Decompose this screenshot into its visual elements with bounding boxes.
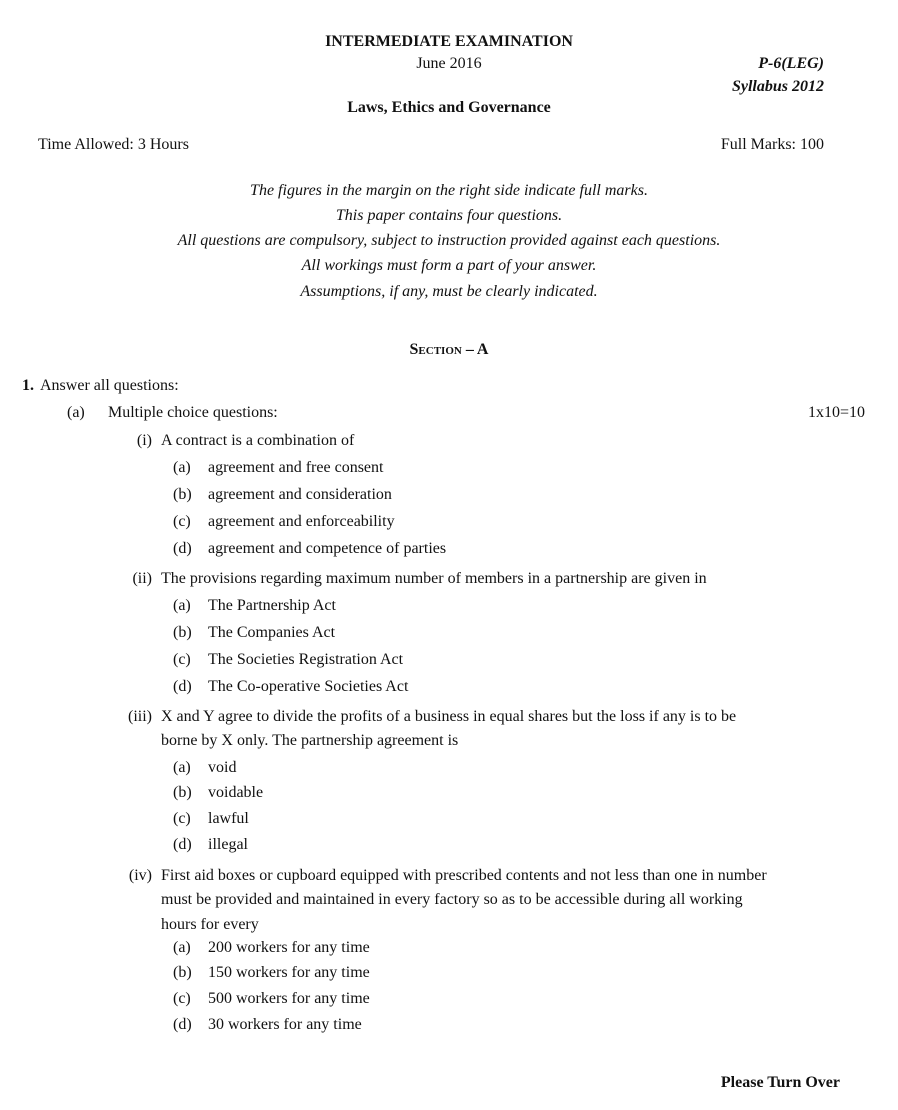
option-label: (c) [173, 651, 191, 668]
part-text: Multiple choice questions: [108, 404, 278, 421]
option-text: illegal [208, 836, 248, 853]
option-label: (a) [173, 597, 191, 614]
option-text: 500 workers for any time [208, 990, 370, 1007]
option-text: 200 workers for any time [208, 939, 370, 956]
time-allowed: Time Allowed: 3 Hours [38, 136, 189, 153]
option-text: agreement and competence of parties [208, 540, 447, 557]
exam-date: June 2016 [416, 55, 482, 72]
option-text: void [208, 759, 237, 776]
option-text: The Co-operative Societies Act [208, 678, 409, 695]
option-label: (d) [173, 836, 192, 853]
mcq-question-line: borne by X only. The partnership agreement is [161, 732, 459, 749]
please-turn-over: Please Turn Over [720, 1074, 840, 1091]
mcq-question-line: A contract is a combination of [161, 432, 355, 449]
option-label: (b) [173, 964, 192, 981]
mcq-question-line: hours for every [161, 916, 259, 933]
option-text: 150 workers for any time [208, 964, 370, 981]
syllabus: Syllabus 2012 [731, 78, 824, 95]
option-text: The Societies Registration Act [208, 651, 404, 668]
option-text: agreement and enforceability [208, 513, 395, 530]
section-heading: Section – A [409, 341, 489, 358]
option-label: (b) [173, 784, 192, 801]
option-label: (d) [173, 1016, 192, 1033]
full-marks: Full Marks: 100 [720, 136, 824, 153]
instruction-line: All workings must form a part of your answer. [301, 257, 597, 274]
mcq-number: (i) [136, 432, 152, 449]
option-label: (c) [173, 810, 191, 827]
instruction-line: The figures in the margin on the right side indicate full marks. [250, 182, 648, 199]
option-text: The Companies Act [208, 624, 336, 641]
option-label: (a) [173, 939, 191, 956]
part-marks: 1x10=10 [807, 404, 865, 421]
instruction-line: This paper contains four questions. [335, 207, 563, 224]
option-label: (d) [173, 678, 192, 695]
mcq-number: (iv) [128, 867, 152, 884]
option-label: (b) [173, 486, 192, 503]
paper-code: P-6(LEG) [758, 55, 824, 72]
option-text: lawful [208, 810, 249, 827]
option-text: agreement and free consent [208, 459, 384, 476]
mcq-question-line: The provisions regarding maximum number of members in a partnership are given in [161, 570, 707, 587]
option-label: (c) [173, 990, 191, 1007]
option-label: (c) [173, 513, 191, 530]
option-text: 30 workers for any time [208, 1016, 362, 1033]
mcq-question-line: First aid boxes or cupboard equipped with prescribed contents and not less than one in number [161, 867, 767, 884]
mcq-question-line: X and Y agree to divide the profits of a business in equal shares but the loss if any is to be [161, 708, 737, 725]
option-text: The Partnership Act [208, 597, 336, 614]
subject: Laws, Ethics and Governance [347, 99, 551, 116]
mcq-number: (ii) [132, 570, 152, 587]
mcq-question-line: must be provided and maintained in every factory so as to be accessible during all working [161, 891, 743, 908]
instruction-line: All questions are compulsory, subject to instruction provided against each questions. [177, 232, 721, 249]
option-label: (a) [173, 759, 191, 776]
instruction-line: Assumptions, if any, must be clearly indicated. [300, 283, 598, 300]
question-number: 1. [22, 377, 34, 394]
option-text: agreement and consideration [208, 486, 392, 503]
part-label: (a) [67, 404, 85, 421]
option-text: voidable [208, 784, 264, 801]
option-label: (d) [173, 540, 192, 557]
mcq-number: (iii) [128, 708, 152, 725]
option-label: (b) [173, 624, 192, 641]
option-label: (a) [173, 459, 191, 476]
question-text: Answer all questions: [40, 377, 179, 394]
exam-title: INTERMEDIATE EXAMINATION [325, 33, 573, 50]
